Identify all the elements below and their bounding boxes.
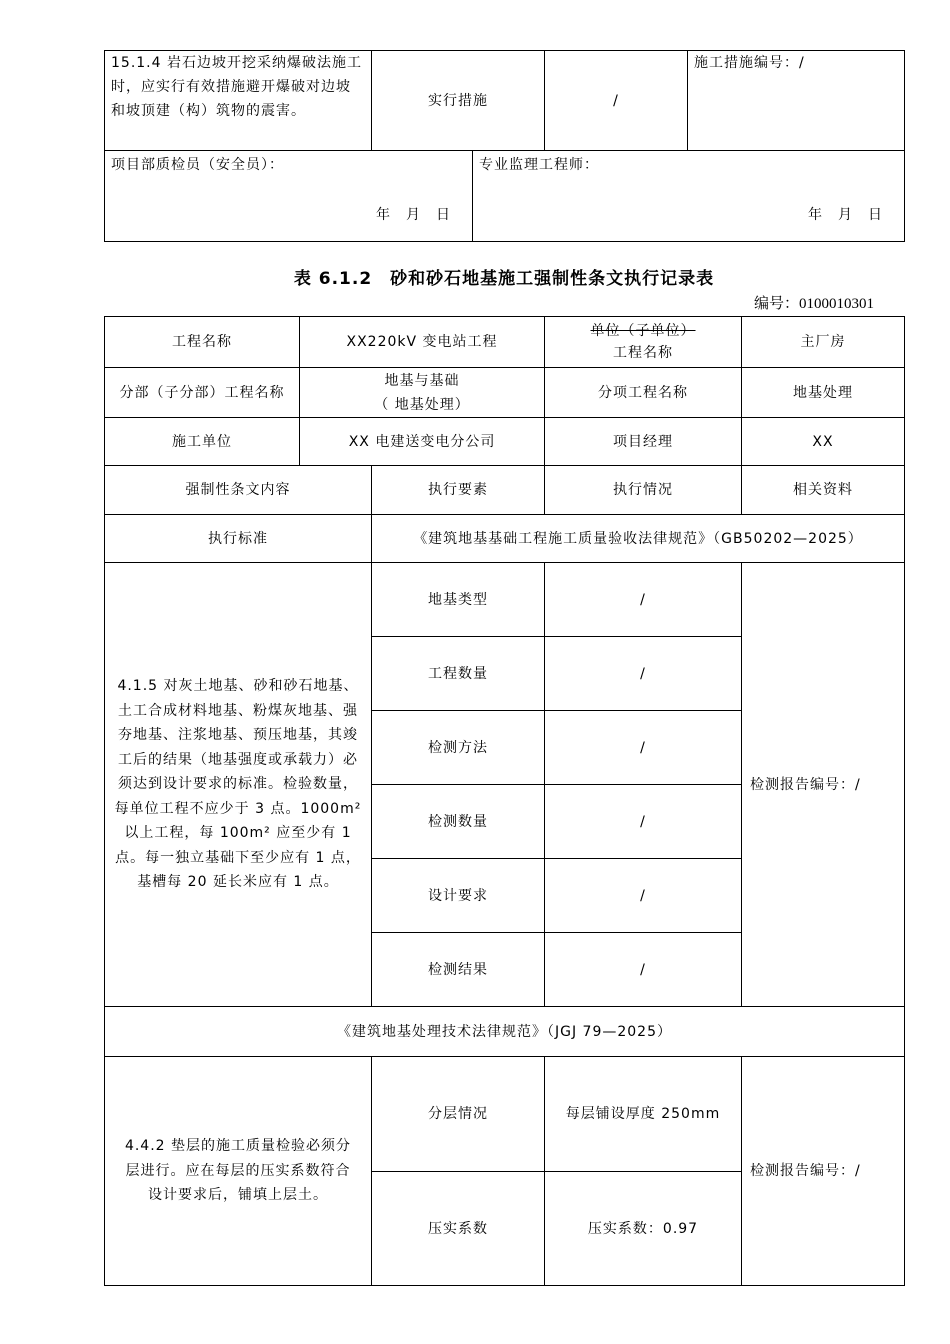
- subitem-label: 分项工程名称: [545, 368, 742, 418]
- form-title: 表 6.1.2 砂和砂石地基施工强制性条文执行记录表: [293, 269, 715, 289]
- clause-1-status: /: [545, 859, 742, 933]
- clause-4-1-5-docs: 检测报告编号：/: [742, 563, 905, 1007]
- clause-2-status: 每层铺设厚度 250mm: [545, 1057, 742, 1172]
- standard-2-name: 《建筑地基处理技术法律规范》（JGJ 79—2025）: [105, 1007, 905, 1057]
- clause-2-row: [105, 1057, 905, 1172]
- col-docs-header: 相关资料: [742, 466, 905, 515]
- qc-inspector-label: 项目部质检员（安全员）：: [111, 157, 284, 173]
- supervisor-signature: [473, 151, 905, 242]
- contractor-label: 施工单位: [105, 418, 300, 466]
- clause-1-element: 设计要求: [372, 859, 545, 933]
- qc-inspector-date: 年 月 日: [376, 207, 454, 223]
- clause-1-status: /: [545, 933, 742, 1007]
- clause-1-element: 地基类型: [372, 563, 545, 637]
- manager-label: 项目经理: [545, 418, 742, 466]
- compliance-record-table: [104, 316, 905, 1286]
- qc-inspector-signature: [105, 151, 473, 242]
- clause-1-row: [105, 563, 905, 637]
- clause-15-1-4-status: /: [545, 51, 688, 151]
- form-serial-number: 编号：0100010301: [753, 294, 874, 312]
- division-value: 地基与基础 （ 地基处理）: [300, 368, 545, 418]
- standard-row-1: [105, 515, 905, 563]
- header-row-contractor: [105, 418, 905, 466]
- standard-row-2: [105, 1007, 905, 1057]
- clause-2-element: 分层情况: [372, 1057, 545, 1172]
- project-name-value: XX220kV 变电站工程: [300, 317, 545, 368]
- contractor-value: XX 电建送变电分公司: [300, 418, 545, 466]
- clause-1-element: 工程数量: [372, 637, 545, 711]
- clause-1-status: /: [545, 711, 742, 785]
- clause-2-status: 压实系数：0.97: [545, 1172, 742, 1286]
- unit-name-label: 单位（子单位） 工程名称: [545, 317, 742, 368]
- signature-table: [104, 150, 905, 242]
- col-element-header: 执行要素: [372, 466, 545, 515]
- column-header-row: [105, 466, 905, 515]
- col-status-header: 执行情况: [545, 466, 742, 515]
- clause-15-1-4-element: 实行措施: [372, 51, 545, 151]
- continuation-table: [104, 50, 905, 151]
- clause-4-4-2-docs: 检测报告编号：/: [742, 1057, 905, 1286]
- subitem-value: 地基处理: [742, 368, 905, 418]
- col-content-header: 强制性条文内容: [105, 466, 372, 515]
- clause-1-element: 检测数量: [372, 785, 545, 859]
- clause-2-element: 压实系数: [372, 1172, 545, 1286]
- clause-1-element: 检测结果: [372, 933, 545, 1007]
- supervisor-date: 年 月 日: [808, 207, 886, 223]
- project-name-label: 工程名称: [105, 317, 300, 368]
- clause-4-4-2-text: 4.4.2 垫层的施工质量检验必须分层进行。应在每层的压实系数符合设计要求后，铺填上层土。: [105, 1057, 372, 1286]
- clause-1-element: 检测方法: [372, 711, 545, 785]
- clause-4-1-5-text: 4.1.5 对灰土地基、砂和砂石地基、土工合成材料地基、粉煤灰地基、强夯地基、注浆地基、预压地基，其竣工后的结果（地基强度或承载力）必须达到设计要求的标准。检验数量，每单位工程不应少于 3 点。1000m² 以上工程，每 100m² 应至少有 1 点。每一独立基础下至少应有 1 点，基槽每 20 延长米应有 1 点。: [105, 563, 372, 1007]
- header-row-division: [105, 368, 905, 418]
- standard-1-name: 《建筑地基基础工程施工质量验收法律规范》（GB50202—2025）: [372, 515, 905, 563]
- division-label: 分部（子分部）工程名称: [105, 368, 300, 418]
- header-row-project: [105, 317, 905, 368]
- clause-1-status: /: [545, 785, 742, 859]
- clause-15-1-4-text: 15.1.4 岩石边坡开挖采纳爆破法施工时，应实行有效措施避开爆破对边坡和坡顶建（构）筑物的震害。: [105, 51, 372, 151]
- clause-15-1-4-reference: 施工措施编号：/: [688, 51, 905, 151]
- supervisor-label: 专业监理工程师：: [479, 157, 599, 173]
- standard-label: 执行标准: [105, 515, 372, 563]
- clause-1-status: /: [545, 563, 742, 637]
- unit-name-value: 主厂房: [742, 317, 905, 368]
- manager-value: XX: [742, 418, 905, 466]
- clause-1-status: /: [545, 637, 742, 711]
